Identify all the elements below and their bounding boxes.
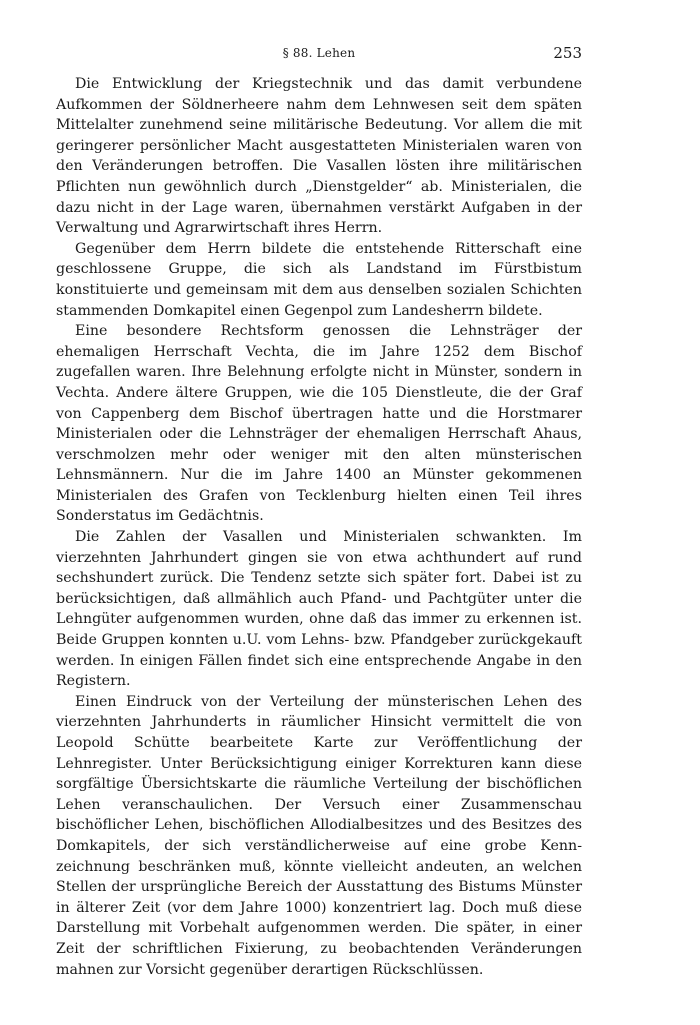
page-number: 253 [553,44,582,62]
paragraph: Gegenüber dem Herrn bildete die entstehende Ritterschaft eine geschlossene Gruppe, die sich als Landstand im Fürstbistum konstituierte und gemeinsam mit dem aus denselben sozialen Schichten stammenden Domkapitel einen Gegenpol zum Landesherrn bildete. [56,240,582,319]
running-head [56,40,582,66]
paragraph: Die Entwicklung der Kriegstechnik und das damit verbundene Aufkommen der Söldnerheere nahm dem Lehnwesen seit dem späten Mittelalter zunehmend seine militärische Bedeutung. Vor allem die mit geringerer persönlicher Macht ausgestatteten Ministerialen waren von den Veränderungen betroffen. Die Vasallen lösten ihre militärischen Pflichten nun gewöhnlich durch „Dienstgelder“ ab. Ministerialen, die dazu nicht in der Lage waren, übernahmen verstärkt Aufgaben in der Verwaltung und Agrarwirtschaft ihres Herrn. [56,76,582,237]
paragraph: Die Zahlen der Vasallen und Ministerialen schwankten. Im vierzehnten Jahrhundert gingen sie von etwa achthundert auf rund sechshundert zurück. Die Tendenz setzte sich später fort. Dabei ist zu berücksichtigen, daß allmählich auch Pfand- und Pachtgüter unter die Lehngüter aufgenommen wurden, ohne daß das immer zu erkennen ist. Beide Gruppen konnten u.U. vom Lehns- bzw. Pfandgeber zurückgekauft werden. In einigen Fällen findet sich eine entsprechende Angabe in den Registern. [56,529,582,690]
running-head-title: § 88. Lehen [282,46,356,60]
body-text [56,74,582,980]
paragraph: Eine besondere Rechtsform genossen die Lehnsträger der ehemaligen Herrschaft Vechta, die im Jahre 1252 dem Bischof zugefallen waren. Ihre Belehnung erfolgte nicht in Münster, sondern in Vechta. Andere ältere Gruppen, wie die 105 Dienstleute, die der Graf von Cappenberg dem Bischof übertragen hatte und die Horstmarer Ministerialen oder die Lehnsträger der ehemaligen Herrschaft Ahaus, verschmolzen mehr oder weniger mit den alten münsterischen Lehnsmännern. Nur die im Jahre 1400 an Münster gekommenen Ministerialen des Grafen von Tecklenburg hielten einen Teil ihres Sonderstatus im Gedächtnis. [56,323,582,525]
book-page [56,40,582,980]
paragraph: Einen Eindruck von der Verteilung der münsterischen Lehen des vierzehnten Jahrhunderts in räumlicher Hinsicht vermittelt die von Leopold Schütte bearbeitete Karte zur Veröffentlichung der Lehnregister. Unter Berücksichtigung einiger Korrekturen kann diese sorgfältige Übersichtskarte die räumliche Verteilung der bischöflichen Lehen veranschaulichen. Der Versuch einer Zusammenschau bischöflicher Lehen, bischöflichen Allodialbesitzes und des Besitzes des Domkapitels, der sich verständlicherweise auf eine grobe Kennzeichnung beschränken muß, könnte vielleicht andeuten, an welchen Stellen der ursprüngliche Bereich der Ausstattung des Bistums Münster in älterer Zeit (vor dem Jahre 1000) konzentriert lag. Doch muß diese Darstellung mit Vorbehalt aufgenommen werden. Die später, in einer Zeit der schriftlichen Fixierung, zu beobachtenden Veränderungen mahnen zur Vorsicht gegenüber derartigen Rückschlüssen. [56,693,582,978]
